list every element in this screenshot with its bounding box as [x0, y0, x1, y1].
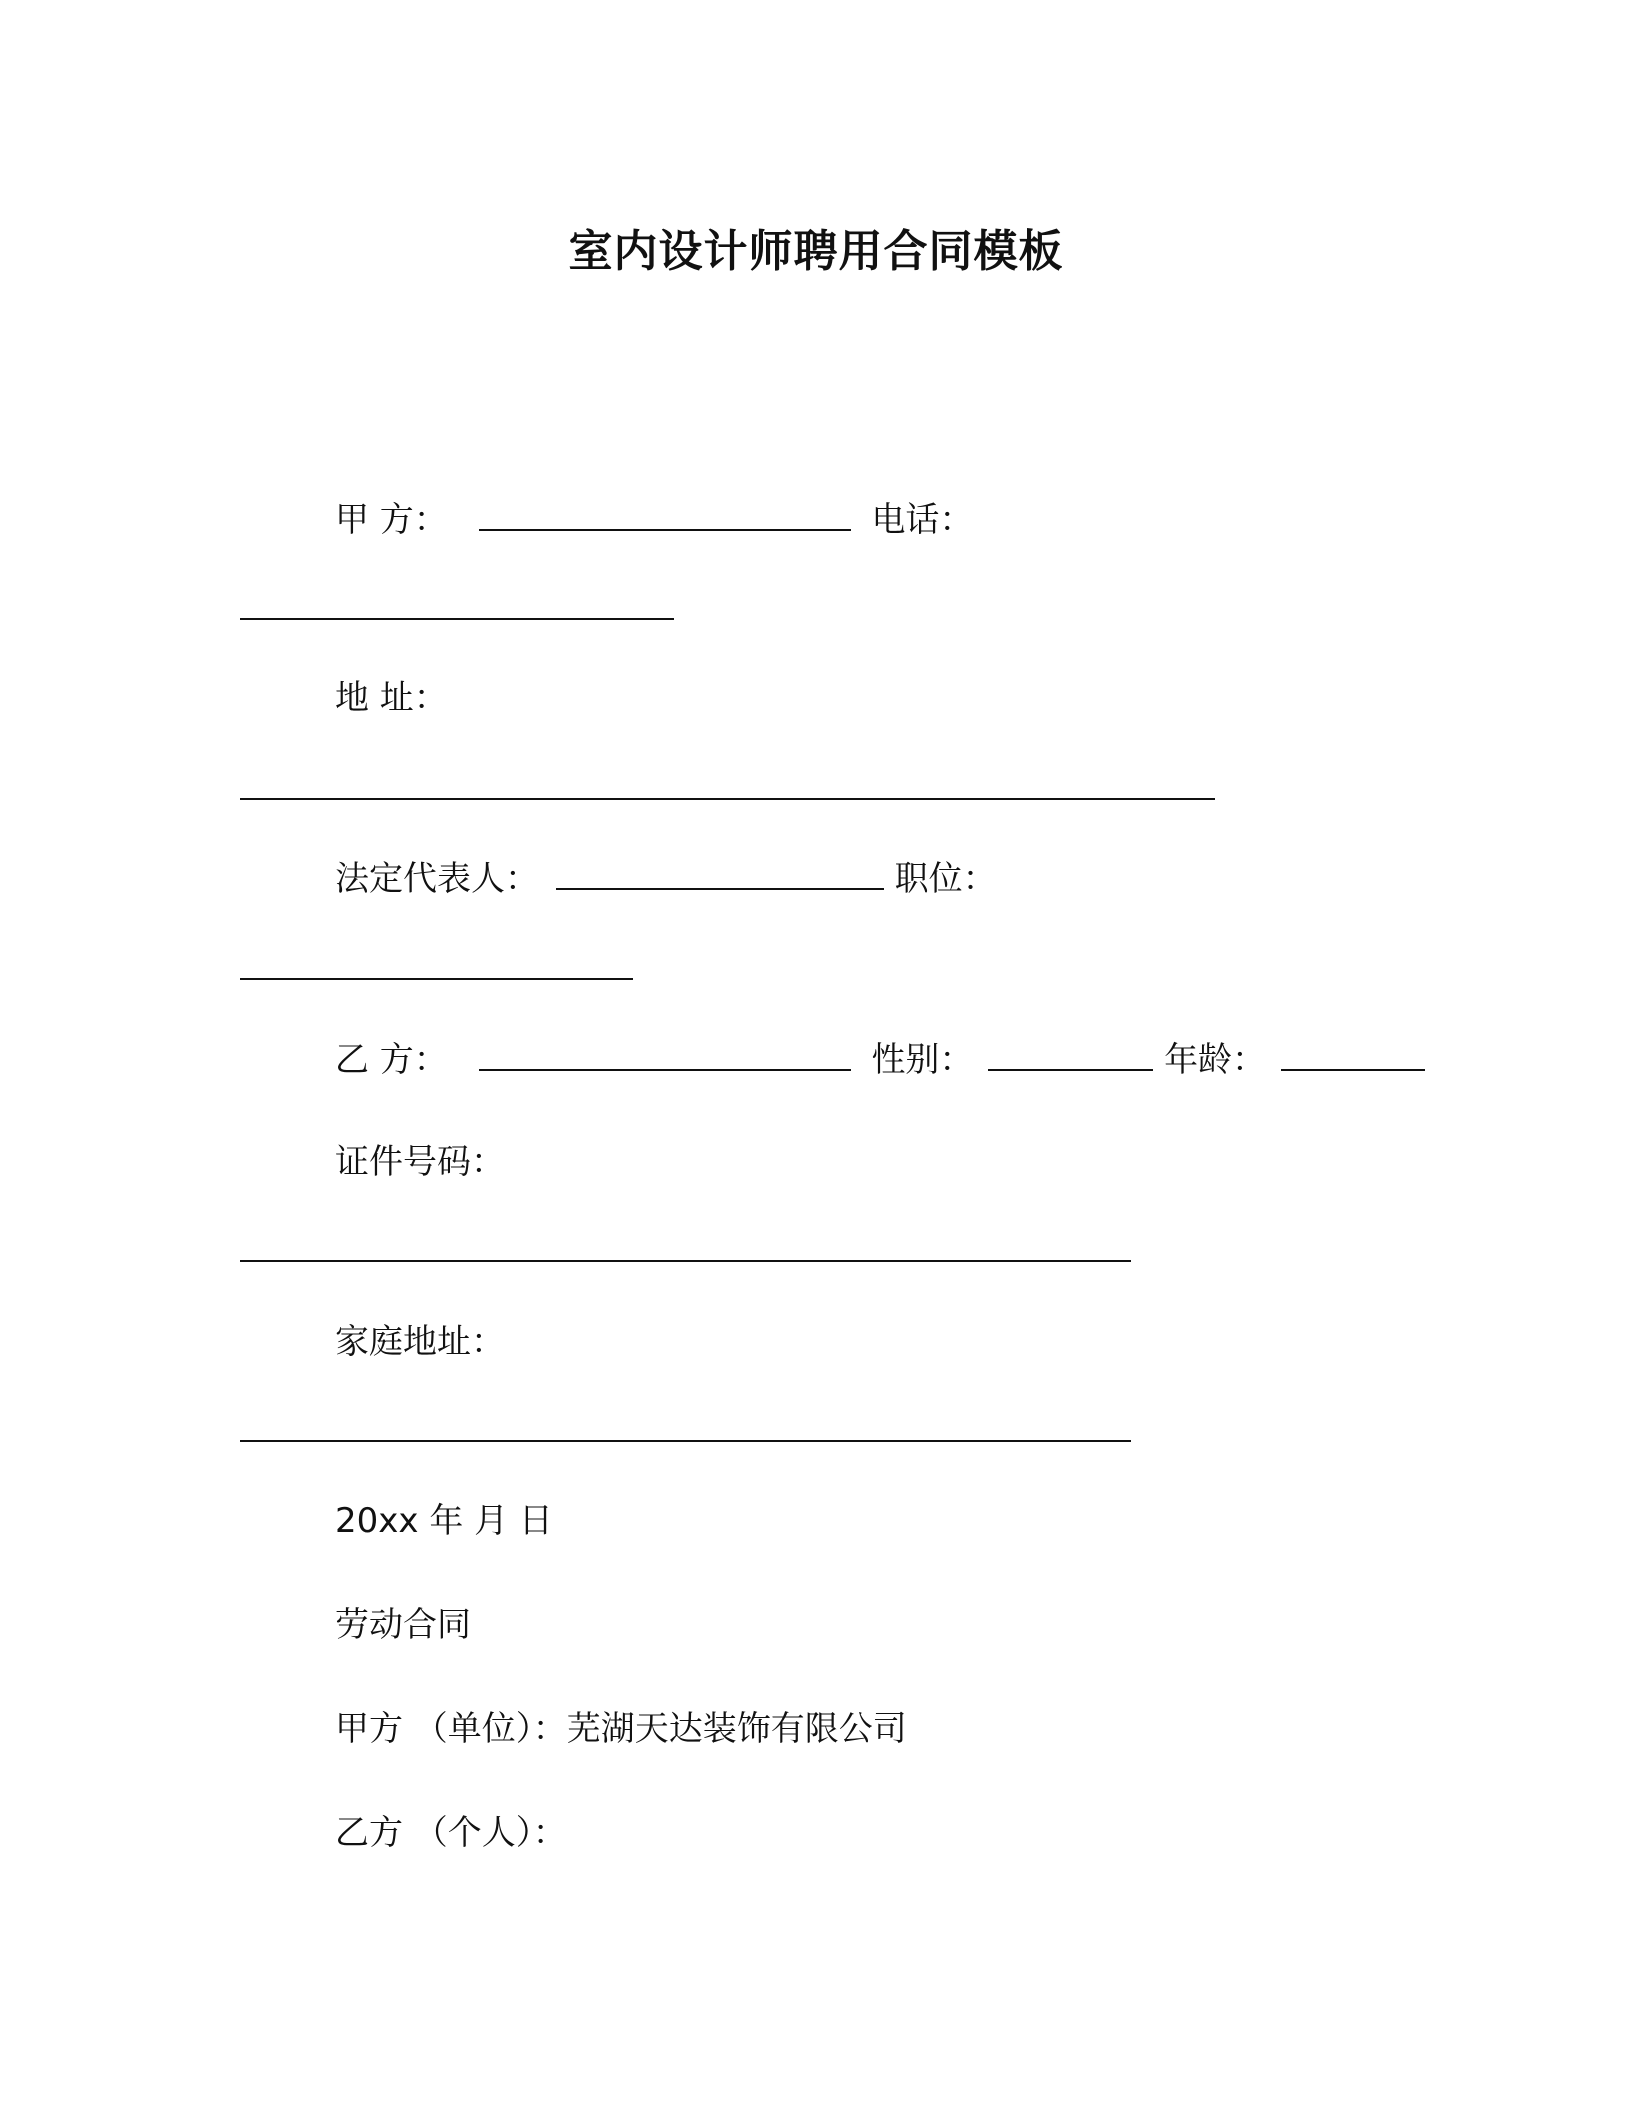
- party-a-blank[interactable]: [479, 499, 851, 531]
- document-title: 室内设计师聘用合同模板: [568, 226, 1064, 277]
- party-a-line: [335, 496, 973, 544]
- position-blank[interactable]: [240, 978, 633, 980]
- party-b-label: 乙 方：: [335, 1040, 448, 1080]
- date-line: 20xx 年 月 日: [335, 1501, 553, 1541]
- phone-blank[interactable]: [240, 618, 674, 620]
- legal-rep-blank[interactable]: [556, 858, 884, 890]
- address-blank[interactable]: [240, 798, 1215, 800]
- id-number-label: 证件号码：: [335, 1142, 505, 1182]
- position-label: 职位：: [894, 859, 997, 899]
- gender-blank[interactable]: [988, 1039, 1153, 1071]
- address-label: 地 址：: [335, 678, 448, 718]
- age-label: 年龄：: [1164, 1040, 1267, 1080]
- home-address-blank[interactable]: [240, 1440, 1131, 1442]
- employee-line: 乙方 （个人）：: [335, 1813, 567, 1853]
- legal-rep-label: 法定代表人：: [335, 859, 539, 899]
- age-blank[interactable]: [1281, 1039, 1425, 1071]
- party-b-line: [335, 1036, 1425, 1084]
- party-b-blank[interactable]: [479, 1039, 851, 1071]
- employer-line: 甲方 （单位）：芜湖天达装饰有限公司: [335, 1709, 907, 1749]
- contract-heading: 劳动合同: [335, 1605, 471, 1645]
- legal-rep-line: [335, 855, 997, 903]
- gender-label: 性别：: [871, 1040, 974, 1080]
- address-line: [335, 674, 448, 722]
- party-a-label: 甲 方：: [335, 500, 448, 540]
- id-number-line: [335, 1138, 505, 1186]
- home-address-line: [335, 1318, 505, 1366]
- phone-label: 电话：: [871, 500, 974, 540]
- id-number-blank[interactable]: [240, 1260, 1131, 1262]
- home-address-label: 家庭地址：: [335, 1322, 505, 1362]
